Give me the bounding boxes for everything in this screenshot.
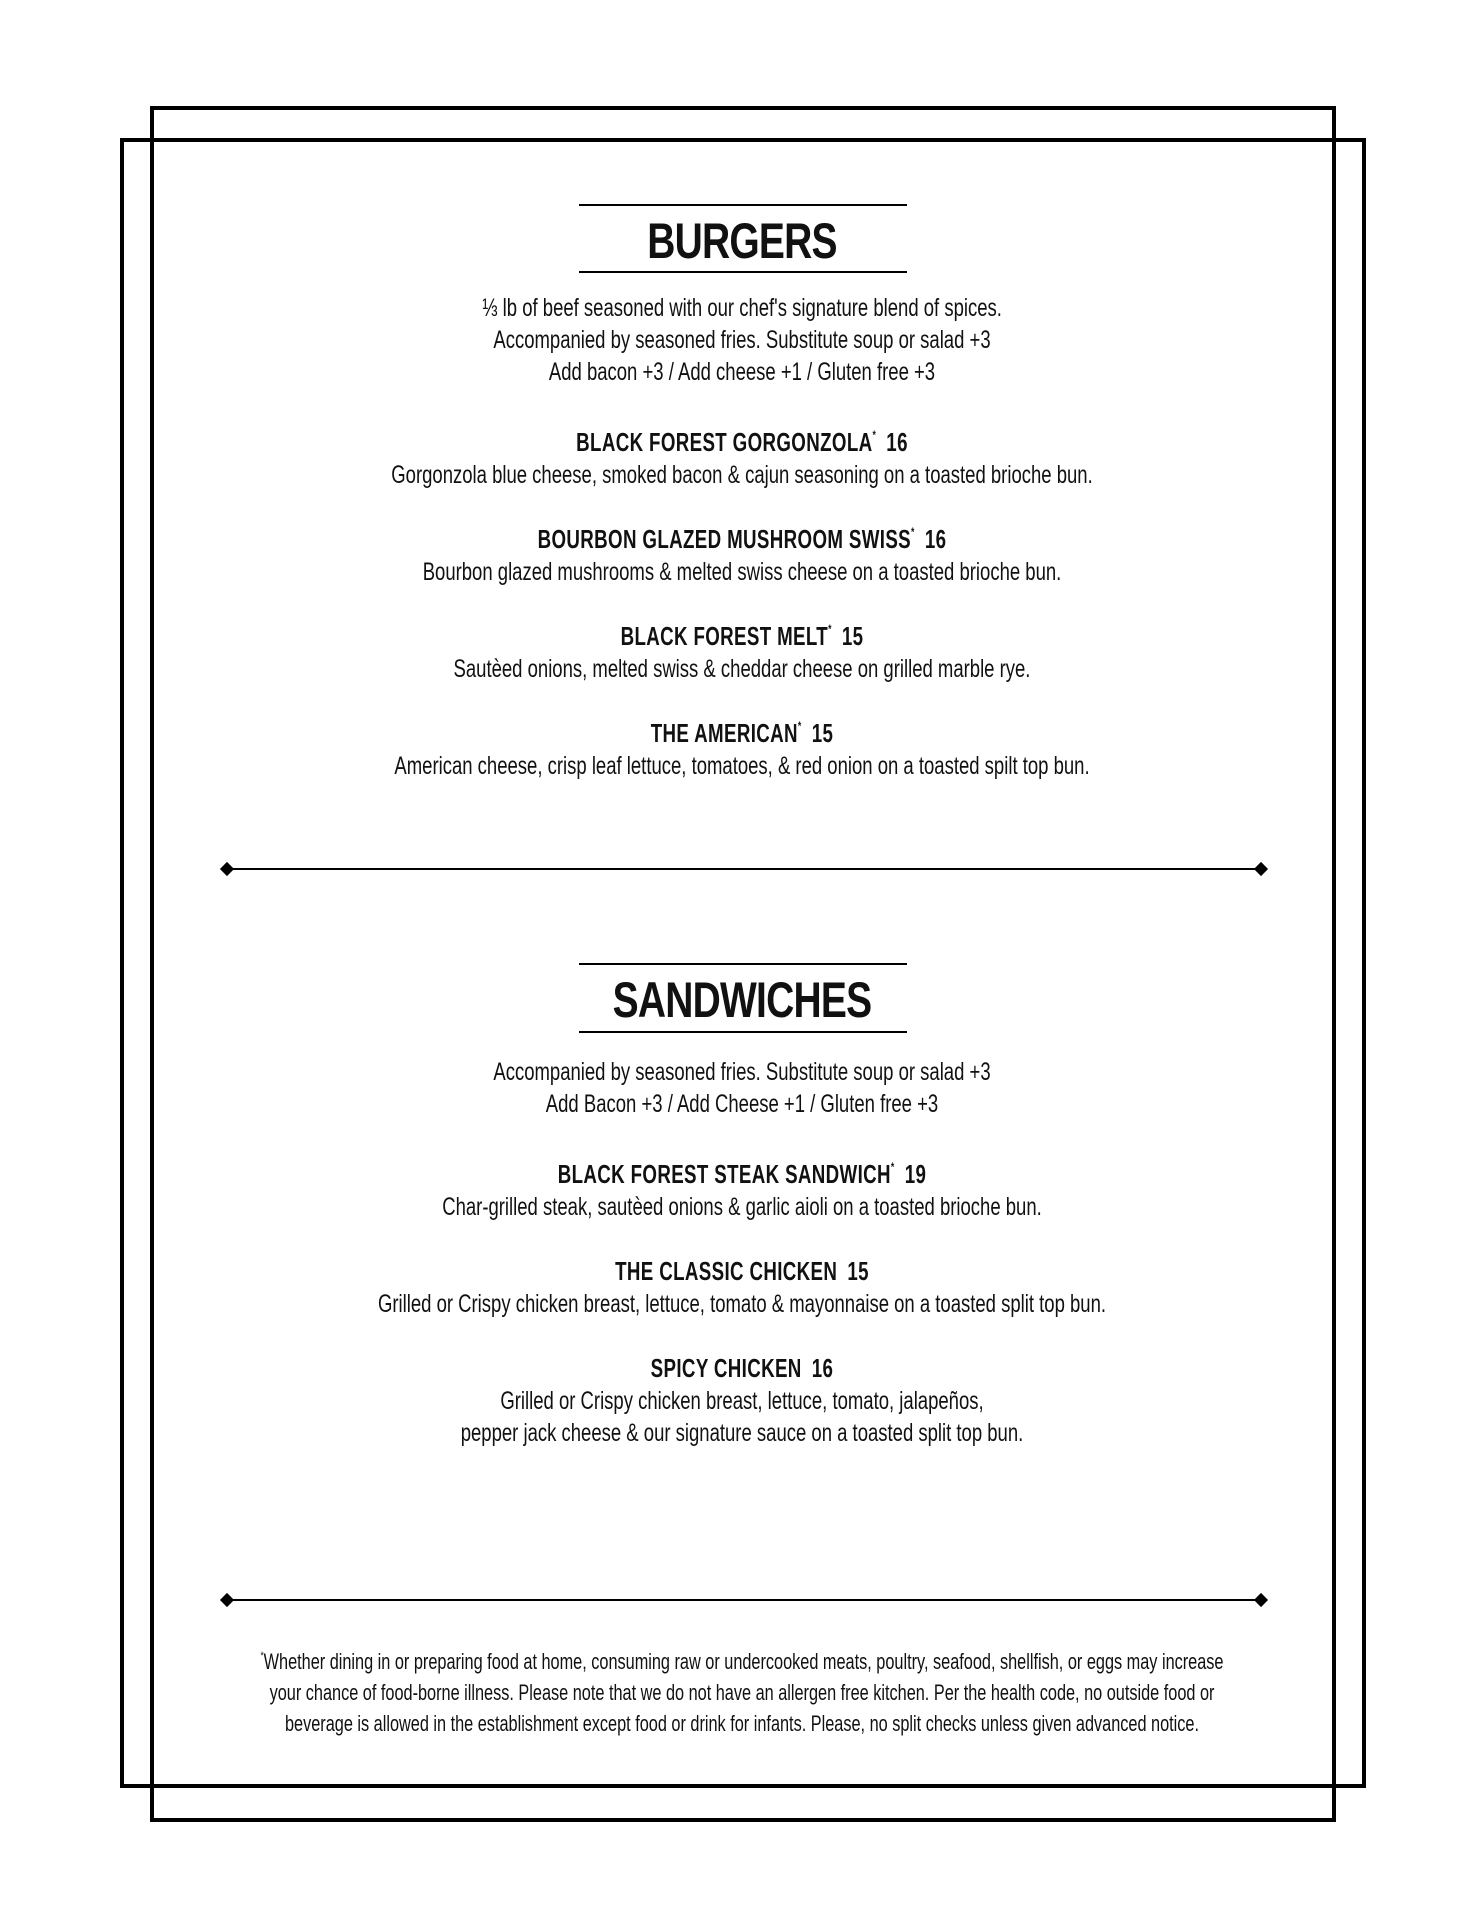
section-divider [222, 1593, 1266, 1607]
menu-item-description: Char-grilled steak, sautèed onions & garlic aioli on a toasted brioche bun. [442, 1193, 1042, 1221]
menu-item-price: 16 [811, 1353, 834, 1383]
diamond-icon [1254, 862, 1268, 876]
menu-item-description: Sautèed onions, melted swiss & cheddar cheese on grilled marble rye. [453, 655, 1031, 683]
asterisk-mark: * [890, 1160, 895, 1174]
menu-item-description: Bourbon glazed mushrooms & melted swiss cheese on a toasted brioche bun. [422, 558, 1062, 586]
disclaimer-line: your chance of food-borne illness. Please note that we do not have an allergen free kitchen. Per the health code, no outside food or [269, 1680, 1215, 1705]
menu-item-price: 16 [924, 524, 947, 554]
menu-item [0, 612, 1484, 685]
disclaimer [0, 1641, 1484, 1739]
menu-item-description: pepper jack cheese & our signature sauce on a toasted split top bun. [460, 1419, 1024, 1447]
menu-item-title [208, 1150, 1276, 1191]
menu-item [0, 418, 1484, 491]
disclaimer-line: beverage is allowed in the establishment except food or drink for infants. Please, no split checks unless given advanced notice. [284, 1711, 1200, 1736]
sandwiches-title: SANDWICHES [612, 972, 872, 1028]
menu-item [0, 1344, 1484, 1449]
menu-item-price: 15 [841, 621, 864, 651]
sandwiches-title-rule-bottom [579, 1031, 907, 1033]
diamond-icon [220, 1593, 234, 1607]
diamond-icon [1254, 1593, 1268, 1607]
menu-item-price: 15 [847, 1256, 869, 1286]
asterisk-mark: * [872, 428, 877, 442]
burgers-title-rule-bottom [579, 271, 907, 273]
asterisk-mark: * [260, 1650, 264, 1662]
menu-item-title [208, 612, 1276, 653]
asterisk-mark: * [828, 622, 832, 636]
divider-line [228, 868, 1260, 870]
sandwiches-title-rule-top [579, 963, 907, 965]
burgers-intro [0, 292, 1484, 388]
menu-item-title [208, 709, 1276, 750]
asterisk-mark: * [911, 525, 915, 539]
menu-item-title [208, 1247, 1276, 1288]
burgers-intro-line: Add bacon +3 / Add cheese +1 / Gluten free +3 [548, 358, 936, 386]
burgers-title-rule-top [579, 204, 907, 206]
sandwiches-intro-line: Add Bacon +3 / Add Cheese +1 / Gluten free +3 [545, 1090, 939, 1118]
menu-item [0, 1247, 1484, 1320]
section-divider [222, 862, 1266, 876]
menu-item-name: SPICY CHICKEN [650, 1353, 802, 1383]
menu-item-name: THE AMERICAN [650, 718, 798, 748]
menu-item-title [208, 418, 1276, 459]
sandwiches-intro-line: Accompanied by seasoned fries. Substitute soup or salad +3 [493, 1058, 991, 1086]
menu-item-description: Grilled or Crispy chicken breast, lettuce, tomato, jalapeños, [500, 1387, 984, 1415]
menu-item [0, 1150, 1484, 1223]
diamond-icon [220, 862, 234, 876]
burgers-title: BURGERS [647, 213, 837, 269]
menu-item [0, 515, 1484, 588]
menu-item-price: 19 [904, 1159, 927, 1189]
menu-item-name: BOURBON GLAZED MUSHROOM SWISS [537, 524, 912, 554]
disclaimer-line [193, 1641, 1291, 1677]
menu-item [0, 709, 1484, 782]
menu-item-description: Gorgonzola blue cheese, smoked bacon & cajun seasoning on a toasted brioche bun. [391, 461, 1093, 489]
menu-item-name: BLACK FOREST MELT [620, 621, 829, 651]
menu-item-name: BLACK FOREST GORGONZOLA [576, 427, 873, 457]
menu-item-description: American cheese, crisp leaf lettuce, tomatoes, & red onion on a toasted spilt top bun. [394, 752, 1090, 780]
burgers-intro-line: ⅓ lb of beef seasoned with our chef's signature blend of spices. [482, 294, 1002, 322]
menu-item-name: BLACK FOREST STEAK SANDWICH [557, 1159, 891, 1189]
sandwiches-intro [0, 1056, 1484, 1120]
menu-item-title [208, 1344, 1276, 1385]
disclaimer-text: Whether dining in or preparing food at home, consuming raw or undercooked meats, poultry, seafood, shellfish, or eggs may increase [263, 1649, 1224, 1674]
menu-item-price: 16 [886, 427, 908, 457]
menu-item-price: 15 [811, 718, 834, 748]
divider-line [228, 1599, 1260, 1601]
menu-item-name: THE CLASSIC CHICKEN [615, 1256, 838, 1286]
menu-item-description: Grilled or Crispy chicken breast, lettuce, tomato & mayonnaise on a toasted split top bun. [377, 1290, 1107, 1318]
asterisk-mark: * [797, 719, 802, 733]
menu-item-title [208, 515, 1276, 556]
burgers-intro-line: Accompanied by seasoned fries. Substitute soup or salad +3 [493, 326, 991, 354]
